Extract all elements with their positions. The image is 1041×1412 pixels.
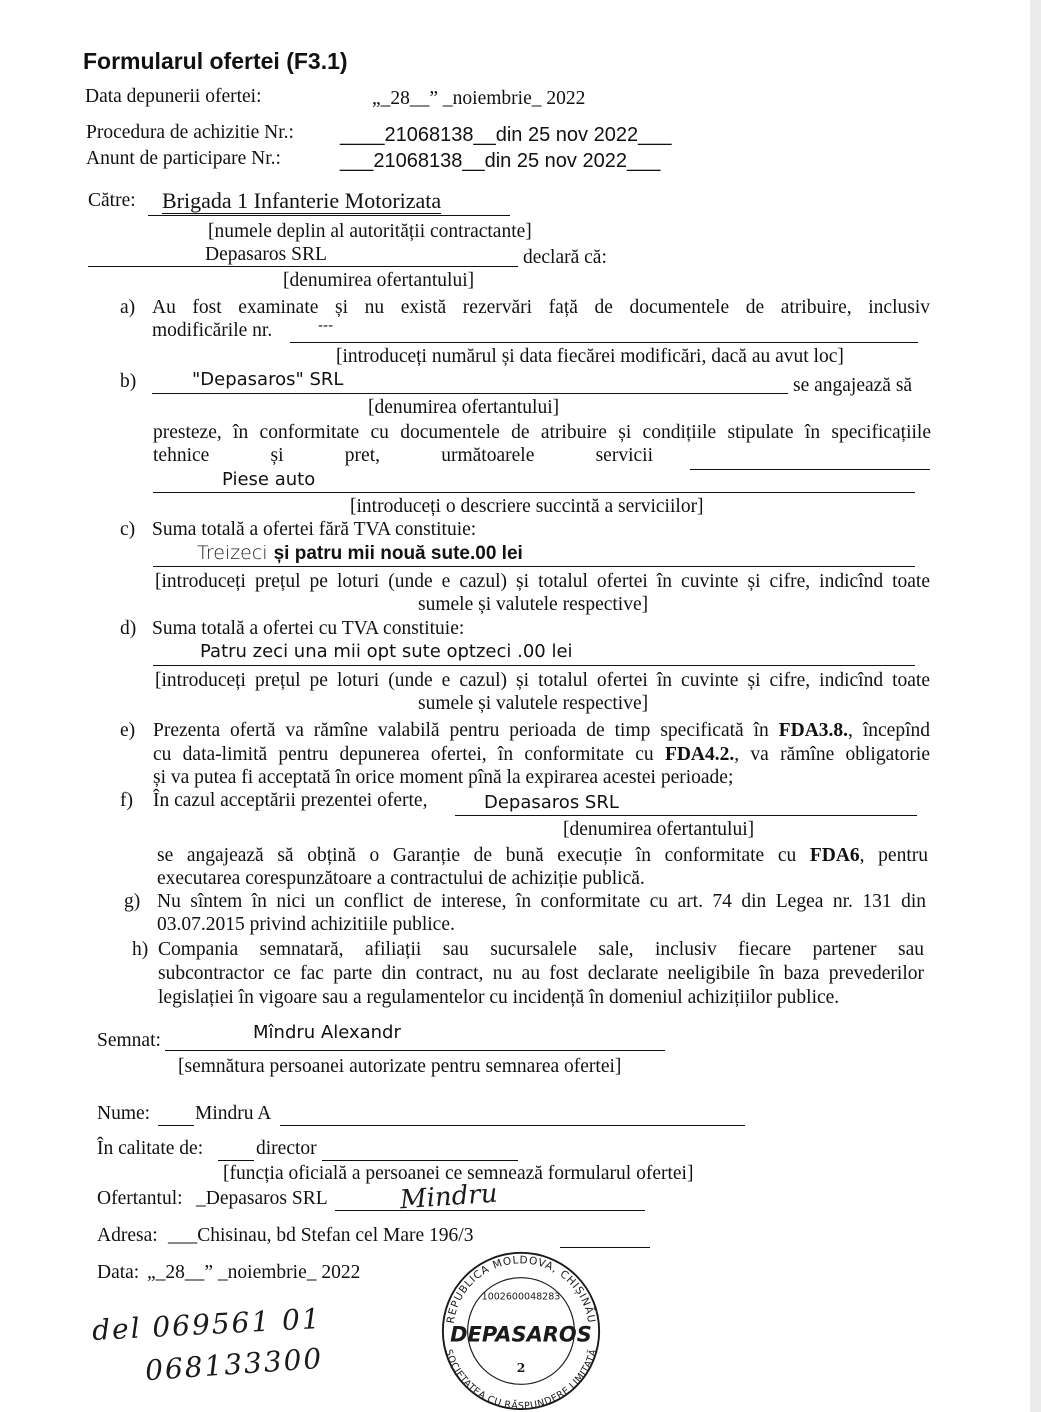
stamp-bottom-arc: SOCIETATEA CU RĂSPUNDERE LIMITATĂ xyxy=(442,1348,600,1412)
item-h-line1: Compania semnatară, afiliații sau sucursalele sale, inclusiv fiecare partener sau xyxy=(158,939,924,960)
item-c-hint1: [introduceți prețul pe loturi (unde e cazul) și totalul ofertei în cuvinte și cifre, indicînd toate xyxy=(155,571,930,592)
ref-fda42: FDA4.2. xyxy=(664,744,735,765)
submission-date-value: „_28__” _noiembrie_ 2022 xyxy=(372,88,586,109)
signed-hint: [semnătura persoanei autorizate pentru semnarea ofertei] xyxy=(178,1056,622,1077)
item-d-underline xyxy=(153,665,915,666)
address-underline xyxy=(560,1247,650,1248)
item-b-line2 xyxy=(153,445,653,467)
item-f-l2a: se angajează să obțină o Garanție de bună execuție în conformitate cu xyxy=(157,845,810,866)
name-label: Nume: xyxy=(97,1103,151,1124)
ref-fda38: FDA3.8. xyxy=(778,720,849,741)
item-d-value: Patru zeci una mii opt sute optzeci .00 lei xyxy=(200,641,573,662)
role-hint: [funcția oficială a persoanei ce semnează formularul ofertei] xyxy=(223,1163,694,1184)
item-f-hint: [denumirea ofertantului] xyxy=(563,819,755,840)
item-e-l2a: cu data-limită pentru depunerea ofertei, în conformitate cu xyxy=(153,744,665,765)
item-c-value-part1: Treizeci xyxy=(197,542,274,564)
address-value: ___Chisinau, bd Stefan cel Mare 196/3 xyxy=(168,1225,474,1246)
word-servicii: servicii xyxy=(595,445,653,466)
item-f-text: În cazul acceptării prezentei oferte, xyxy=(153,790,428,811)
to-underline xyxy=(148,215,510,216)
item-d-hint2: sumele și valutele respective] xyxy=(418,693,649,714)
authority-hint: [numele deplin al autorității contractante] xyxy=(208,221,532,242)
bidder-underline xyxy=(88,266,518,267)
to-value xyxy=(162,189,441,214)
item-a-marker: a) xyxy=(120,297,136,318)
role-value: director xyxy=(256,1138,317,1159)
item-e-l1a: Prezenta ofertă va rămîne valabilă pentru perioada de timp specificată în xyxy=(153,720,779,741)
signed-value: Mîndru Alexandr xyxy=(253,1022,401,1043)
date-value: „_28__” _noiembrie_ 2022 xyxy=(147,1262,361,1283)
bidder-sign-value: _Depasaros SRL xyxy=(196,1188,328,1209)
date-label: Data: xyxy=(97,1262,140,1283)
item-c-hint2: sumele și valutele respective] xyxy=(418,594,649,615)
item-c-value-part2: și patru mii nouă sute.00 lei xyxy=(273,543,523,564)
item-d-text: Suma totală a ofertei cu TVA constituie: xyxy=(152,618,465,639)
item-f-marker: f) xyxy=(120,790,133,811)
word-pret: pret, xyxy=(344,445,380,466)
submission-date-label: Data depunerii ofertei: xyxy=(85,86,262,107)
services-value: Piese auto xyxy=(222,469,316,490)
item-f-line3: executarea corespunzătoare a contractului de achiziție publică. xyxy=(157,868,645,889)
item-e-line3: și va putea fi acceptată în orice moment pînă la expirarea acestei perioade; xyxy=(153,767,734,788)
page-edge xyxy=(1030,0,1041,1412)
item-a-value: --- xyxy=(318,318,334,334)
to-label: Către: xyxy=(88,190,136,211)
item-e-line2 xyxy=(153,744,930,766)
item-c-underline xyxy=(153,566,915,567)
stamp-company-name: DEPASAROS xyxy=(450,1322,592,1347)
services-hint: [introduceți o descriere succintă a serviciilor] xyxy=(350,496,704,517)
item-a-hint: [introduceți numărul și data fiecărei modificări, dacă au avut loc] xyxy=(336,346,844,367)
notice-value: ___21068138__din 25 nov 2022___ xyxy=(340,150,661,172)
signed-underline xyxy=(165,1050,665,1051)
ref-fda6: FDA6 xyxy=(809,845,860,866)
handwritten-phone-1: del 069561 01 xyxy=(91,1302,323,1347)
notice-label: Anunt de participare Nr.: xyxy=(86,148,281,169)
item-a-line2: modificările nr. xyxy=(152,320,273,341)
form-title: Formularul ofertei (F3.1) xyxy=(83,48,348,74)
bidder-hint: [denumirea ofertantului] xyxy=(283,270,475,291)
word-urmatoarele: următoarele xyxy=(441,445,535,466)
name-underline-post xyxy=(280,1125,745,1126)
company-stamp xyxy=(436,1250,606,1412)
item-f-l2c: , pentru xyxy=(859,845,928,866)
contracting-authority: Brigada 1 Infanterie Motorizata xyxy=(162,188,442,213)
word-tehnice: tehnice xyxy=(153,445,210,466)
role-underline-post xyxy=(322,1160,518,1161)
handwritten-phone-2: 068133300 xyxy=(144,1341,325,1388)
item-b-hint: [denumirea ofertantului] xyxy=(368,397,560,418)
item-a-line1: Au fost examinate și nu există rezervări față de documentele de atribuire, inclusiv xyxy=(152,297,930,318)
item-c-marker: c) xyxy=(120,519,136,540)
item-e-marker: e) xyxy=(120,720,136,741)
item-e-line1 xyxy=(153,720,930,742)
item-c-value xyxy=(197,543,523,564)
name-value: Mindru A xyxy=(195,1103,272,1124)
declares-label: declară că: xyxy=(523,247,607,268)
services-underline-1 xyxy=(690,469,930,470)
word-si: și xyxy=(270,445,284,466)
item-f-value: Depasaros SRL xyxy=(484,792,619,813)
item-b-marker: b) xyxy=(120,371,137,392)
item-g-line1: Nu sîntem în nici un conflict de interese, în conformitate cu art. 74 din Legea nr. 131 din xyxy=(157,891,926,912)
item-d-hint1: [introduceți prețul pe loturi (unde e cazul) și totalul ofertei în cuvinte și cifre, indicînd toate xyxy=(155,670,930,691)
item-e-l2c: , va rămîne obligatorie xyxy=(734,744,930,765)
name-underline-pre xyxy=(158,1125,194,1126)
item-b-value: "Depasaros" SRL xyxy=(192,369,344,390)
bidder-label: Ofertantul: xyxy=(97,1188,183,1209)
item-h-line2: subcontractor ce fac parte din contract, nu au fost declarate neeligibile în baza prevederilor xyxy=(158,963,924,984)
item-e-l1c: , începînd xyxy=(848,720,930,741)
item-b-line1: presteze, în conformitate cu documentele de atribuire și condițiile stipulate în specificațiile xyxy=(153,422,931,443)
role-underline-pre xyxy=(218,1160,254,1161)
bidder-sign-underline xyxy=(335,1210,645,1211)
bidder-value: Depasaros SRL xyxy=(205,244,327,265)
procedure-value: ____21068138__din 25 nov 2022___ xyxy=(340,124,672,146)
stamp-id-number: 1002600048283 xyxy=(481,1291,561,1303)
item-f-line2 xyxy=(157,845,928,867)
item-h-marker: h) xyxy=(132,939,149,960)
stamp-number: 2 xyxy=(516,1359,526,1375)
handwritten-signature: Mindru xyxy=(399,1178,499,1216)
address-label: Adresa: xyxy=(97,1225,158,1246)
item-b-suffix: se angajează să xyxy=(793,375,913,396)
item-a-underline xyxy=(290,342,918,343)
stamp-top-arc: REPUBLICA MOLDOVA, CHIȘINĂU xyxy=(444,1254,598,1325)
item-c-text: Suma totală a ofertei fără TVA constituie: xyxy=(152,519,477,540)
role-label: În calitate de: xyxy=(97,1138,204,1159)
item-b-underline xyxy=(152,393,788,394)
signed-label: Semnat: xyxy=(97,1030,161,1051)
item-h-line3: legislației în vigoare sau a regulamentelor cu incidență în domeniul achizițiilor publice. xyxy=(158,987,840,1008)
procedure-label: Procedura de achizitie Nr.: xyxy=(86,122,294,143)
item-d-marker: d) xyxy=(120,618,137,639)
services-underline-2 xyxy=(153,492,915,493)
item-g-line2: 03.07.2015 privind achizitiile publice. xyxy=(157,914,455,935)
item-g-marker: g) xyxy=(124,891,141,912)
item-f-underline xyxy=(455,815,917,816)
